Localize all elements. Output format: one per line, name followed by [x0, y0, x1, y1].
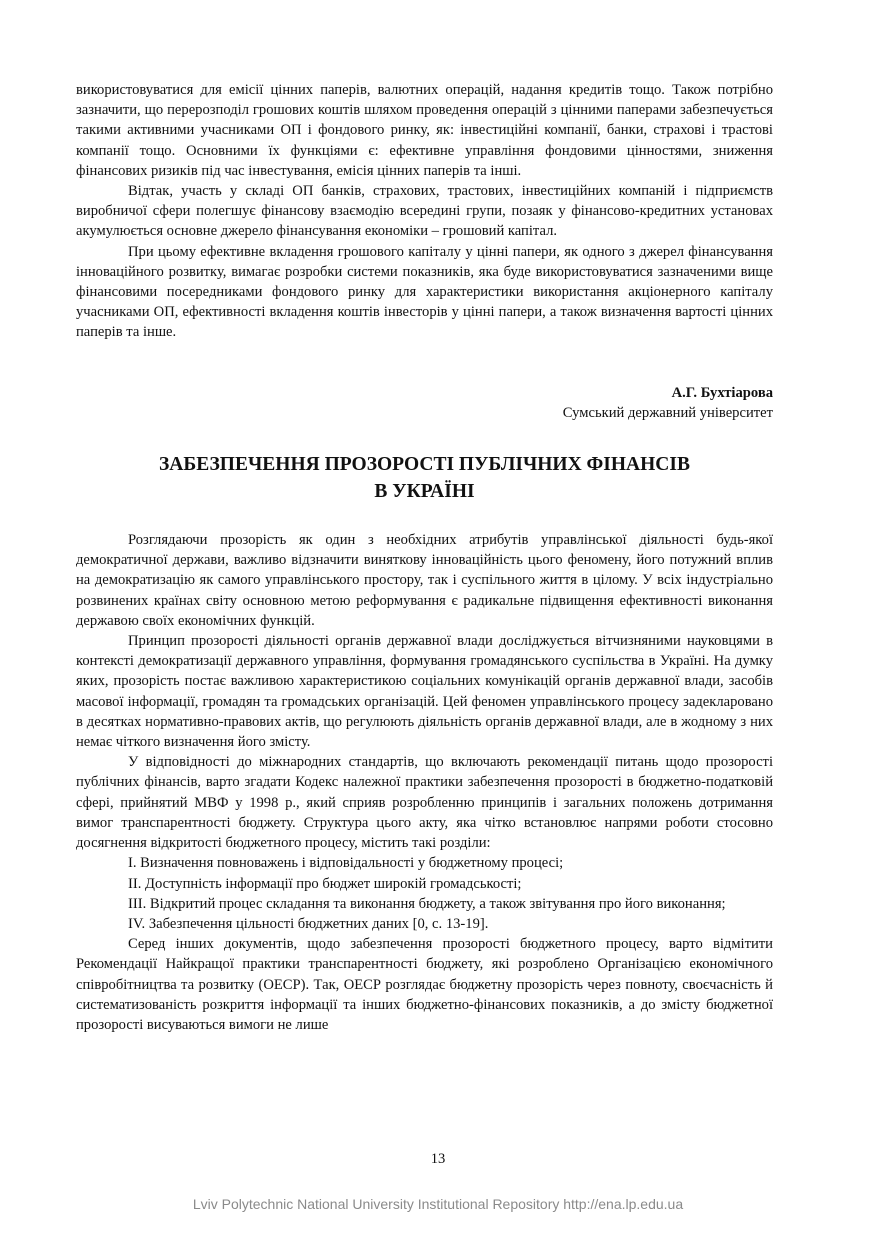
- section-gap: [76, 343, 773, 383]
- article-paragraph-4: Серед інших документів, щодо забезпечення прозорості бюджетного процесу, варто відмітити Рекомендації Найкращої практики транспарентності бюджету, які розроблено Організацією економічного співробітництва та розвитку (ОЕСР). Так, ОЕСР розглядає бюджетну прозорість через повноту, своєчасність й систематизованість розкриття інформації та інших бюджетно-фінансових показників, а до змісту бюджетної прозорості висуваються вимоги не лише: [76, 936, 773, 1033]
- intro-paragraph-2: Відтак, участь у складі ОП банків, страхових, трастових, інвестиційних компаній і підприємств виробничої сфери полегшує фінансову взаємодію всередині групи, позаяк у фінансово-кредитних установах акумулюється основне джерело фінансування економіки – грошовий капітал.: [76, 183, 773, 240]
- list-item-4: IV. Забезпечення цільності бюджетних даних [0, с. 13-19].: [128, 915, 489, 932]
- intro-paragraph-1: використовуватися для емісії цінних паперів, валютних операцій, надання кредитів тощо. Також потрібно зазначити, що перерозподіл грошових коштів шляхом проведення операцій з цінними паперами забезпечується такими активними учасниками ОП і фондового ринку, як: інвестиційні компанії, банки, страхові і трастові компанії тощо. Основними їх функціями є: ефективне управління фондовими цінностями, зниження фінансових ризиків під час інвестування, емісія цінних паперів та інші.: [76, 82, 773, 179]
- page-content: [76, 80, 773, 1035]
- article-title-line-2: В УКРАЇНІ: [374, 481, 475, 503]
- article-title-line-1: ЗАБЕЗПЕЧЕННЯ ПРОЗОРОСТІ ПУБЛІЧНИХ ФІНАНСІВ: [159, 454, 690, 476]
- intro-paragraph-3: При цьому ефективне вкладення грошового капіталу у цінні папери, як одного з джерел фінансування інноваційного розвитку, вимагає розробки системи показників, яка буде використовуватися зазначеними вище фінансовими посередниками фондового ринку для характеристики використання акціонерного капіталу учасниками ОП, ефективності вкладення коштів інвесторів у цінні папери, а також визначення вартості цінних паперів та інше.: [76, 243, 773, 341]
- list-item-1: I. Визначення повноважень і відповідальності у бюджетному процесі;: [128, 855, 564, 872]
- list-item-2: II. Доступність інформації про бюджет широкій громадськості;: [128, 875, 522, 892]
- author-name: А.Г. Бухтіарова: [671, 384, 773, 401]
- article-title: [76, 451, 773, 505]
- article-paragraph-3: У відповідності до міжнародних стандартів, що включають рекомендації питань щодо прозорості публічних фінансів, варто згадати Кодекс належної практики забезпечення прозорості в бюджетно-податковій сфері, прийнятий МВФ у 1998 р., який сприяв розробленню принципів і загальних положень дотримання вимог транспарентності бюджету. Структура цього акту, яка чітко встановлює напрями роботи стосовно досягнення відкритості бюджетного процесу, містить такі розділи:: [76, 754, 773, 852]
- repository-footer: Lviv Polytechnic National University Institutional Repository http://ena.lp.edu.ua: [192, 1196, 684, 1212]
- article-paragraph-2: Принцип прозорості діяльності органів державної влади досліджується вітчизняними науковцями в контексті демократизації державного управління, формування громадянського суспільства в Україні. На думку яких, прозорість постає важливою характеристикою соціальних комунікацій органів державної влади, засобів масової інформації, громадян та громадських організацій. Цей феномен управлінського процесу задекларовано в десятках нормативно-правових актів, що регулюють діяльність органів державної влади, але в жодному з них немає чіткого визначення його змісту.: [76, 633, 773, 751]
- author-affiliation: Сумський державний університет: [562, 404, 773, 421]
- list-item-3: III. Відкритий процес складання та виконання бюджету, а також звітування про його виконання;: [128, 895, 726, 912]
- page-number: 13: [430, 1151, 446, 1167]
- article-paragraph-1: Розглядаючи прозорість як один з необхідних атрибутів управлінської діяльності будь-якої демократичної держави, важливо відзначити виняткову інноваційність цього феномену, його потужний вплив на демократизацію як самого управлінського простору, так і суспільного життя в цілому. У всіх індустріально розвинених країнах світу основною метою реформування є радикальне підвищення ефективності виконання державою своїх економічних функцій.: [76, 532, 773, 629]
